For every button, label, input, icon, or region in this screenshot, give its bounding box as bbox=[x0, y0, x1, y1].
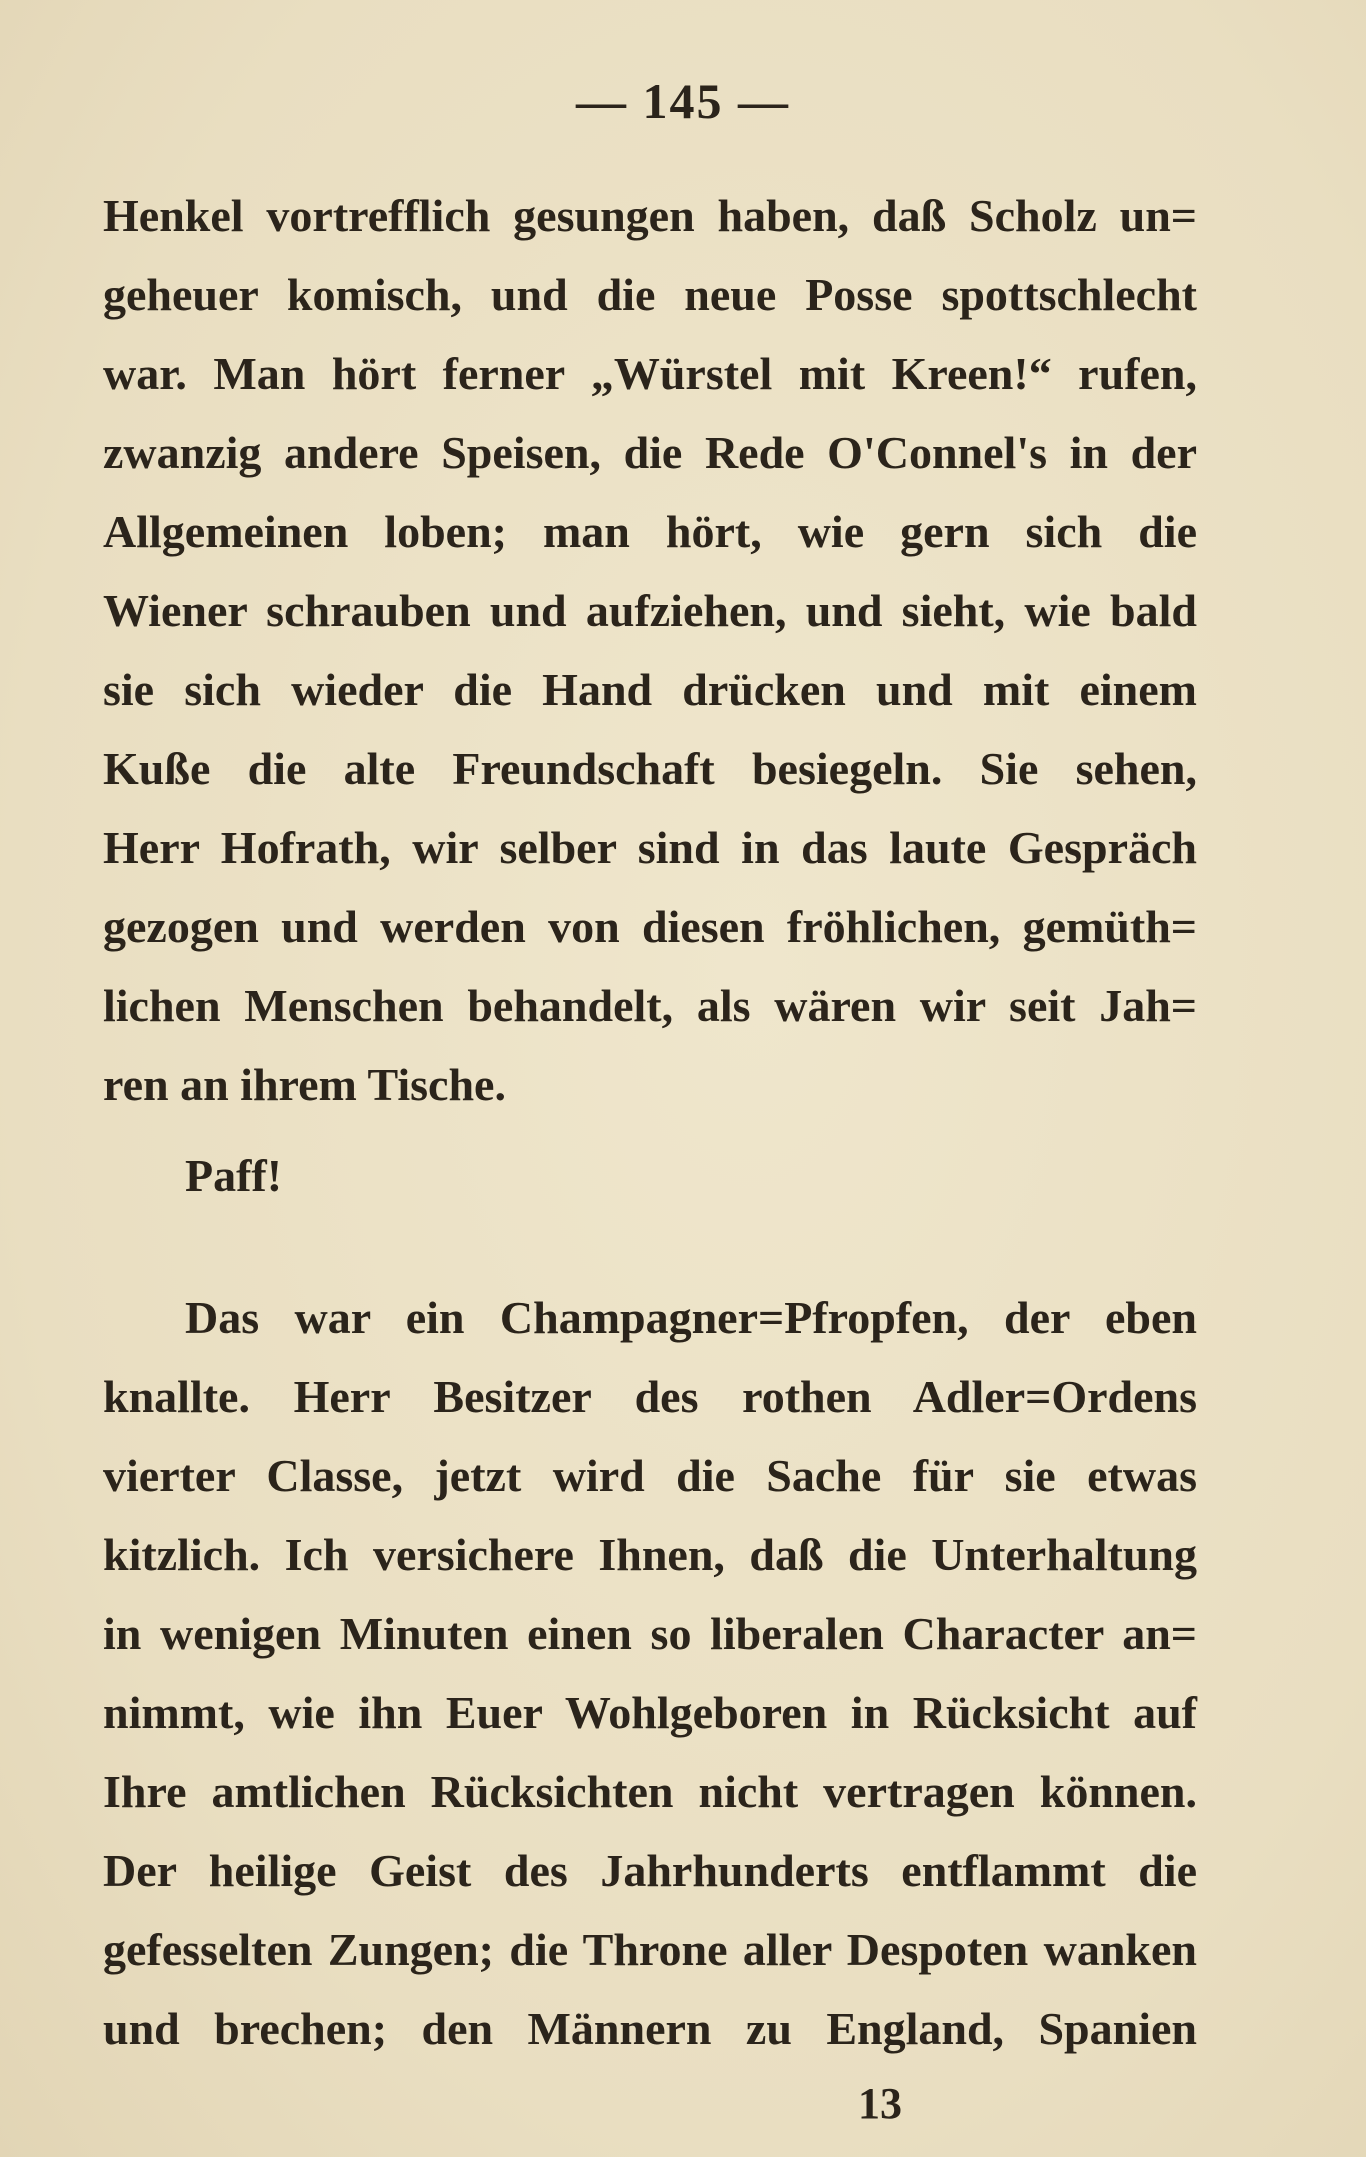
text-line: gezogen und werden von diesen fröhlichen, gemüth= bbox=[103, 901, 1197, 952]
text-line: gefesselten Zungen; die Throne aller Despoten wanken bbox=[103, 1924, 1197, 1975]
text-line: nimmt, wie ihn Euer Wohlgeboren in Rücksicht auf bbox=[103, 1687, 1197, 1738]
text-line: Paff! bbox=[185, 1150, 283, 1201]
page-number: — 145 — bbox=[576, 73, 790, 129]
text-line: war. Man hört ferner „Würstel mit Kreen!“ rufen, bbox=[103, 348, 1197, 399]
text-line: Ihre amtlichen Rücksichten nicht vertragen können. bbox=[103, 1766, 1197, 1817]
text-line: Das war ein Champagner=Pfropfen, der eben bbox=[185, 1292, 1197, 1343]
text-line: Henkel vortrefflich gesungen haben, daß Scholz un= bbox=[103, 190, 1197, 241]
text-line: Der heilige Geist des Jahrhunderts entflammt die bbox=[103, 1845, 1197, 1896]
text-line: Allgemeinen loben; man hört, wie gern sich die bbox=[103, 506, 1197, 557]
text-line: vierter Classe, jetzt wird die Sache für sie etwas bbox=[103, 1450, 1197, 1501]
text-line: geheuer komisch, und die neue Posse spottschlecht bbox=[103, 269, 1197, 320]
text-line: ren an ihrem Tische. bbox=[103, 1059, 506, 1110]
text-line: Herr Hofrath, wir selber sind in das laute Gespräch bbox=[103, 822, 1197, 873]
text-line: in wenigen Minuten einen so liberalen Character an= bbox=[103, 1608, 1197, 1659]
text-line: zwanzig andere Speisen, die Rede O'Connel's in der bbox=[103, 427, 1197, 478]
text-line: lichen Menschen behandelt, als wären wir seit Jah= bbox=[103, 980, 1197, 1031]
text-line: sie sich wieder die Hand drücken und mit einem bbox=[103, 664, 1197, 715]
text-line: kitzlich. Ich versichere Ihnen, daß die Unterhaltung bbox=[103, 1529, 1197, 1580]
text-line: Wiener schrauben und aufziehen, und sieht, wie bald bbox=[103, 585, 1197, 636]
text-line: knallte. Herr Besitzer des rothen Adler=Ordens bbox=[103, 1371, 1197, 1422]
text-line: Kuße die alte Freundschaft besiegeln. Sie sehen, bbox=[103, 743, 1197, 794]
text-line: und brechen; den Männern zu England, Spanien bbox=[103, 2003, 1197, 2054]
signature-mark: 13 bbox=[858, 2079, 902, 2128]
